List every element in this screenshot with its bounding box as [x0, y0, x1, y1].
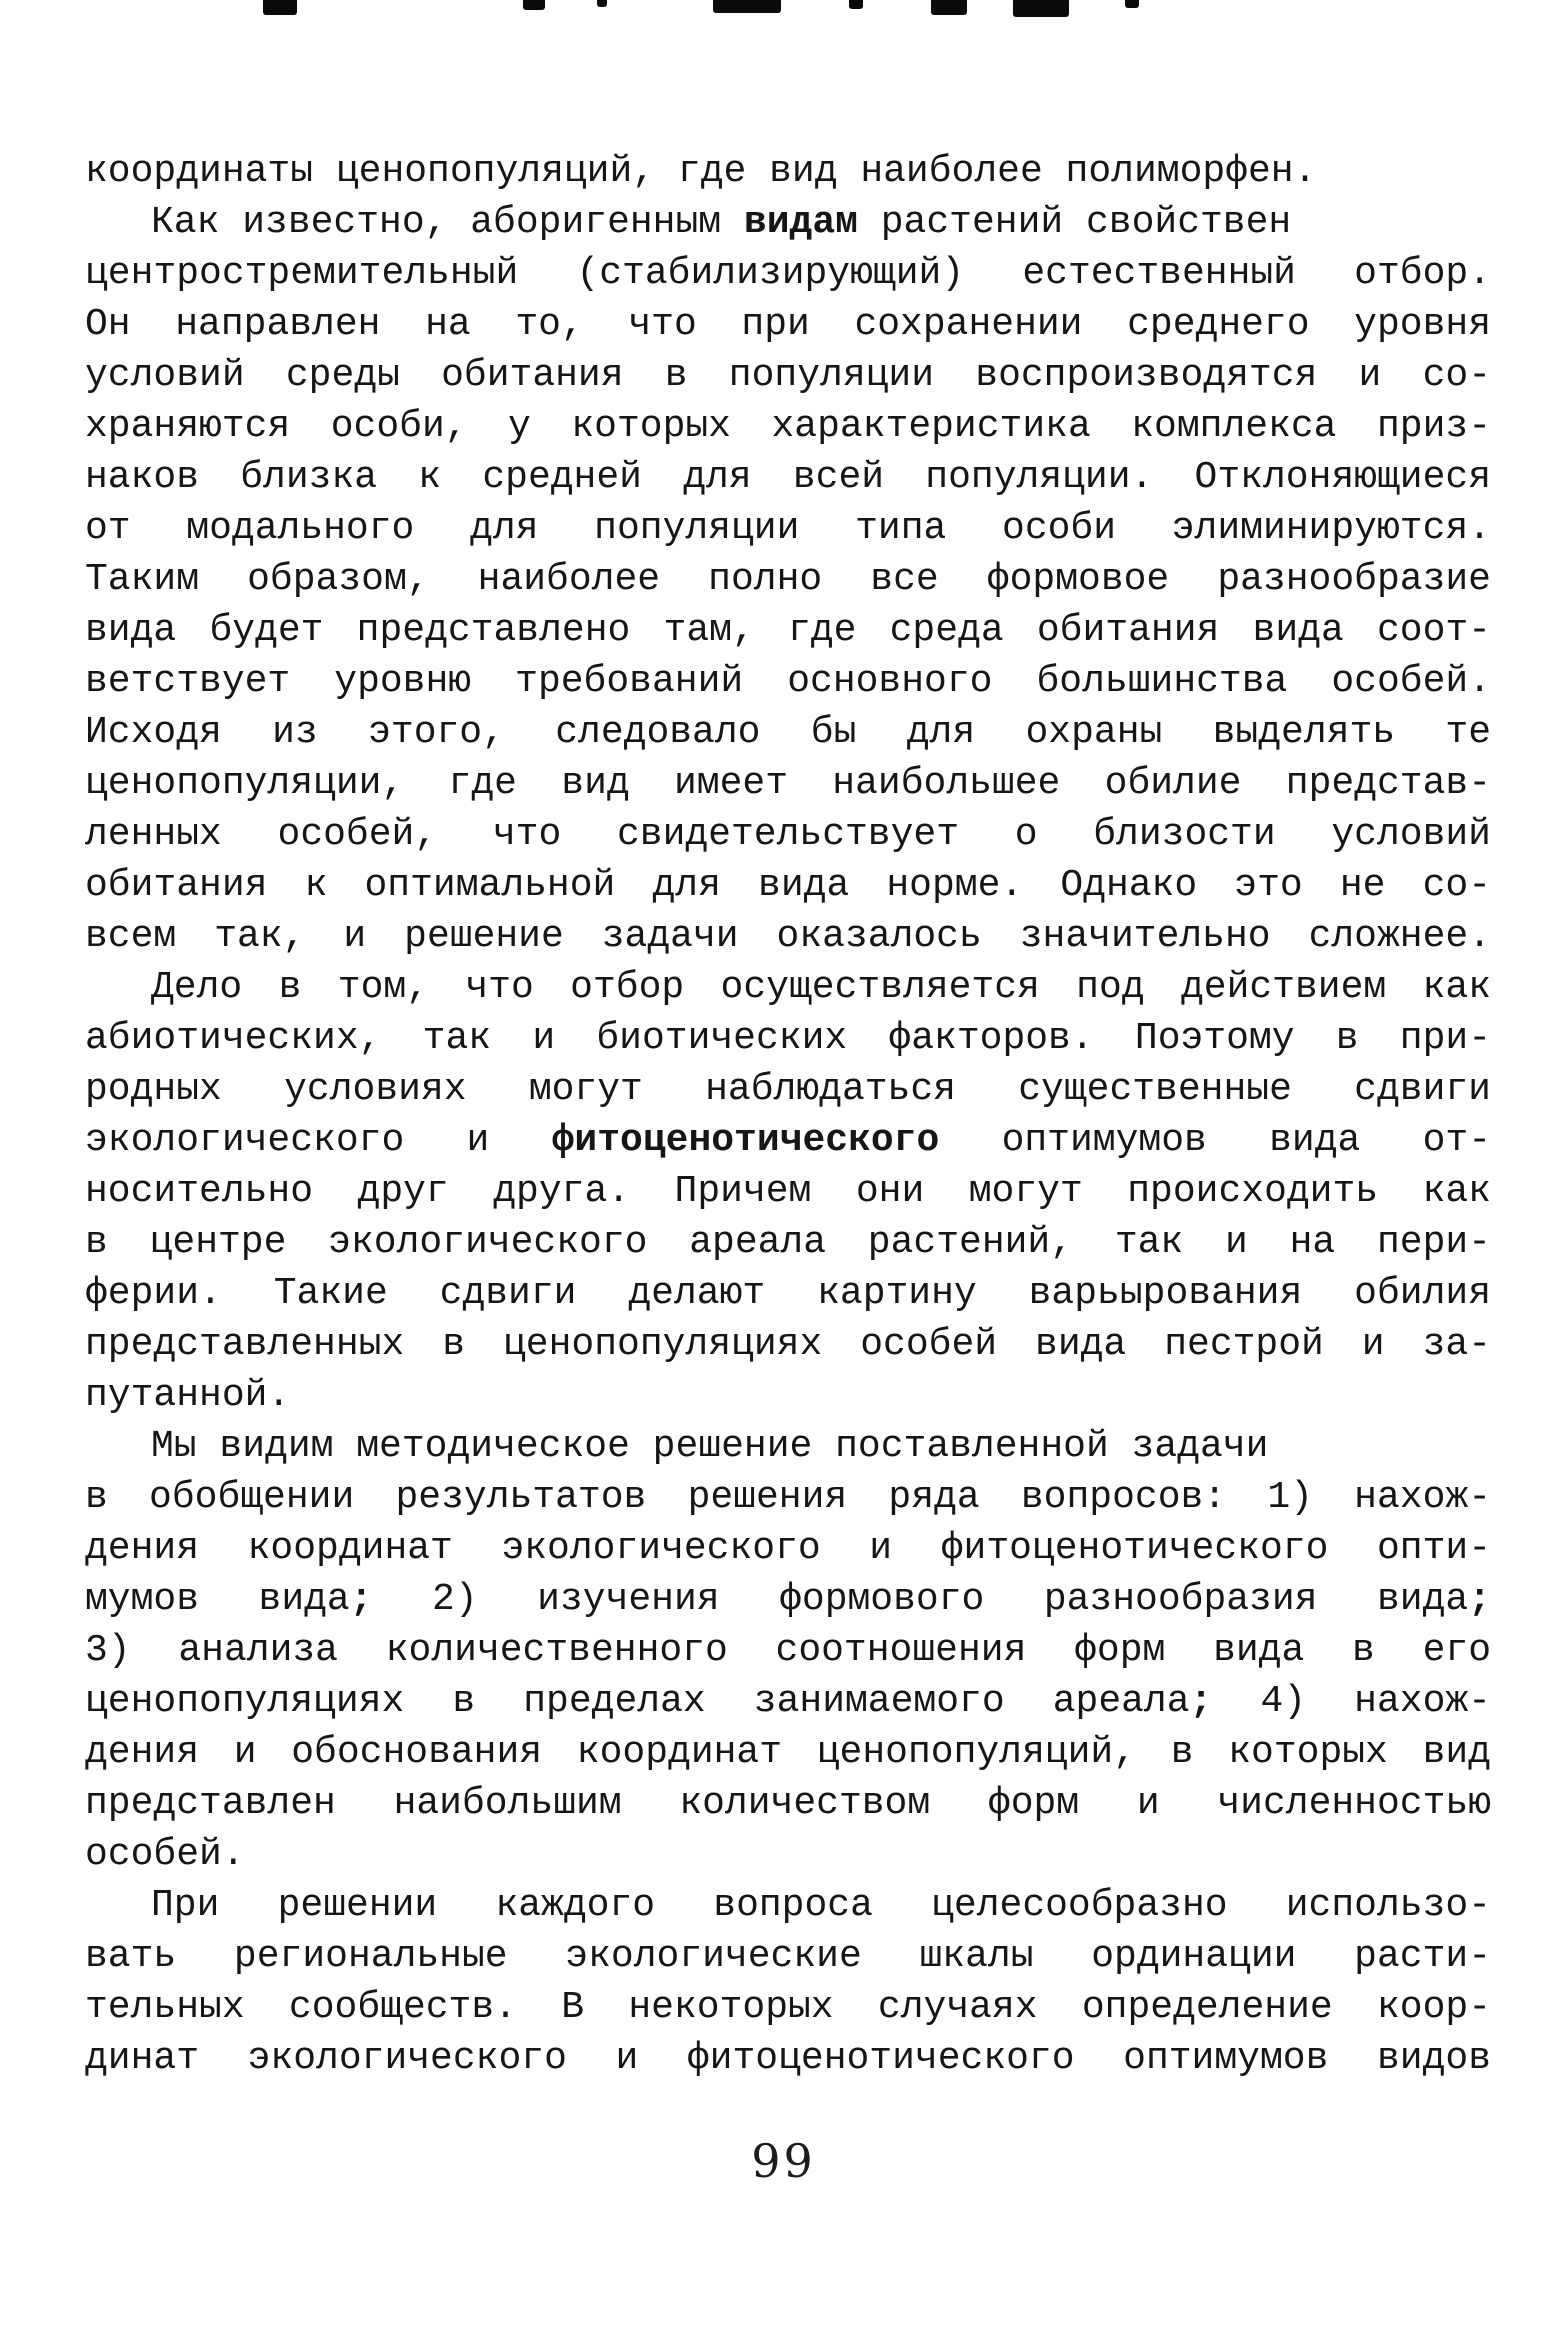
text-line: [85, 1982, 1491, 2033]
text-line: [85, 1319, 1491, 1370]
text-line: [85, 1268, 1491, 1319]
text-line: [85, 452, 1491, 503]
text-segment: путанной.: [85, 1374, 291, 1417]
text-segment: вида будет представлено там, где среда обитания вида соот-: [85, 609, 1491, 652]
text-segment: оптимумов вида от-: [939, 1119, 1491, 1162]
text-segment: 2) изучения формового разнообразия вида: [372, 1578, 1469, 1621]
text-segment: Как известно, аборигенным: [151, 201, 744, 244]
text-segment: условий среды обитания в популяции воспроизводятся и со-: [85, 354, 1491, 397]
text-line: [85, 1676, 1491, 1727]
text-segment: родных условиях могут наблюдаться существенные сдвиги: [85, 1068, 1491, 1111]
text-segment: 3) анализа количественного соотношения форм вида в его: [85, 1629, 1491, 1672]
text-line: [85, 1727, 1491, 1778]
text-segment: ленных особей, что свидетельствует о близости условий: [85, 813, 1491, 856]
text-line: [85, 1829, 1491, 1880]
bold-word: видам: [743, 201, 858, 244]
text-line: [85, 1064, 1491, 1115]
text-line: [85, 1880, 1491, 1931]
text-line: [85, 962, 1491, 1013]
text-segment: экологического и: [85, 1119, 552, 1162]
text-line: [85, 758, 1491, 809]
text-segment: координаты ценопопуляций, где вид наиболее полиморфен.: [85, 150, 1317, 193]
ink-smudge: [263, 0, 297, 15]
text-line: [85, 401, 1491, 452]
text-segment: Дело в том, что отбор осуществляется под действием как: [151, 966, 1491, 1009]
ink-smudge: [1013, 0, 1069, 17]
bold-word: фитоценотического: [551, 1119, 940, 1162]
text-segment: ценопопуляциях в пределах занимаемого ареала: [85, 1680, 1190, 1723]
text-line: [85, 350, 1491, 401]
text-line: [85, 1523, 1491, 1574]
text-line: [85, 1778, 1491, 1829]
text-line: [85, 911, 1491, 962]
text-line: [85, 707, 1491, 758]
text-line: [85, 197, 1491, 248]
text-line: [85, 1166, 1491, 1217]
ink-smudge: [1125, 0, 1139, 8]
text-segment: динат экологического и фитоценотического оптимумов видов: [85, 2037, 1491, 2080]
text-segment: представленных в ценопопуляциях особей вида пестрой и за-: [85, 1323, 1491, 1366]
ink-smudge: [849, 0, 863, 9]
text-segment: вать региональные экологические шкалы ординации расти-: [85, 1935, 1491, 1978]
text-segment: центростремительный (стабилизирующий) естественный отбор.: [85, 252, 1491, 295]
text-line: [85, 1421, 1491, 1472]
bold-word: ;: [1189, 1680, 1213, 1723]
text-segment: растений свойствен: [857, 201, 1292, 244]
text-line: [85, 1217, 1491, 1268]
ink-smudge: [931, 0, 967, 15]
text-line: [85, 503, 1491, 554]
ink-smudge: [713, 0, 781, 13]
text-segment: абиотических, так и биотических факторов. Поэтому в при-: [85, 1017, 1491, 1060]
text-line: [85, 1370, 1491, 1421]
text-line: [85, 554, 1491, 605]
text-segment: 4) нахож-: [1212, 1680, 1491, 1723]
text-segment: При решении каждого вопроса целесообразно использо-: [151, 1884, 1491, 1927]
text-segment: наков близка к средней для всей популяции. Отклоняющиеся: [85, 456, 1491, 499]
text-segment: от модального для популяции типа особи элиминируются.: [85, 507, 1491, 550]
text-line: [85, 656, 1491, 707]
page-number: 99: [751, 2134, 816, 2188]
text-line: [85, 1625, 1491, 1676]
text-segment: Мы видим методическое решение поставленной задачи: [151, 1425, 1269, 1468]
text-line: [85, 1574, 1491, 1625]
text-segment: ветствует уровню требований основного большинства особей.: [85, 660, 1491, 703]
ink-smudge: [523, 0, 545, 10]
text-segment: Исходя из этого, следовало бы для охраны выделять те: [85, 711, 1491, 754]
text-segment: ценопопуляции, где вид имеет наибольшее обилие представ-: [85, 762, 1491, 805]
text-segment: представлен наибольшим количеством форм и численностью: [85, 1782, 1491, 1825]
text-line: [85, 1472, 1491, 1523]
text-line: [85, 605, 1491, 656]
text-line: [85, 248, 1491, 299]
text-line: [85, 146, 1491, 197]
text-block: [85, 146, 1491, 2084]
text-segment: носительно друг друга. Причем они могут происходить как: [85, 1170, 1491, 1213]
text-segment: дения координат экологического и фитоценотического опти-: [85, 1527, 1491, 1570]
text-segment: ферии. Такие сдвиги делают картину варьырования обилия: [85, 1272, 1491, 1315]
text-segment: храняются особи, у которых характеристика комплекса приз-: [85, 405, 1491, 448]
text-line: [85, 2033, 1491, 2084]
bold-word: ;: [349, 1578, 373, 1621]
text-segment: Он направлен на то, что при сохранении среднего уровня: [85, 303, 1491, 346]
text-line: [85, 1931, 1491, 1982]
text-segment: всем так, и решение задачи оказалось значительно сложнее.: [85, 915, 1491, 958]
text-segment: мумов вида: [85, 1578, 350, 1621]
ink-smudge: [597, 0, 607, 7]
text-line: [85, 299, 1491, 350]
text-segment: особей.: [85, 1833, 245, 1876]
text-segment: тельных сообществ. В некоторых случаях определение коор-: [85, 1986, 1491, 2029]
bold-word: ;: [1468, 1578, 1491, 1621]
text-segment: в центре экологического ареала растений, так и на пери-: [85, 1221, 1491, 1264]
text-segment: дения и обоснования координат ценопопуляций, в которых вид: [85, 1731, 1491, 1774]
text-segment: обитания к оптимальной для вида норме. Однако это не со-: [85, 864, 1491, 907]
text-segment: Таким образом, наиболее полно все формовое разнообразие: [85, 558, 1491, 601]
text-line: [85, 809, 1491, 860]
text-line: [85, 1013, 1491, 1064]
text-line: [85, 1115, 1491, 1166]
text-segment: в обобщении результатов решения ряда вопросов: 1) нахож-: [85, 1476, 1491, 1519]
text-line: [85, 860, 1491, 911]
